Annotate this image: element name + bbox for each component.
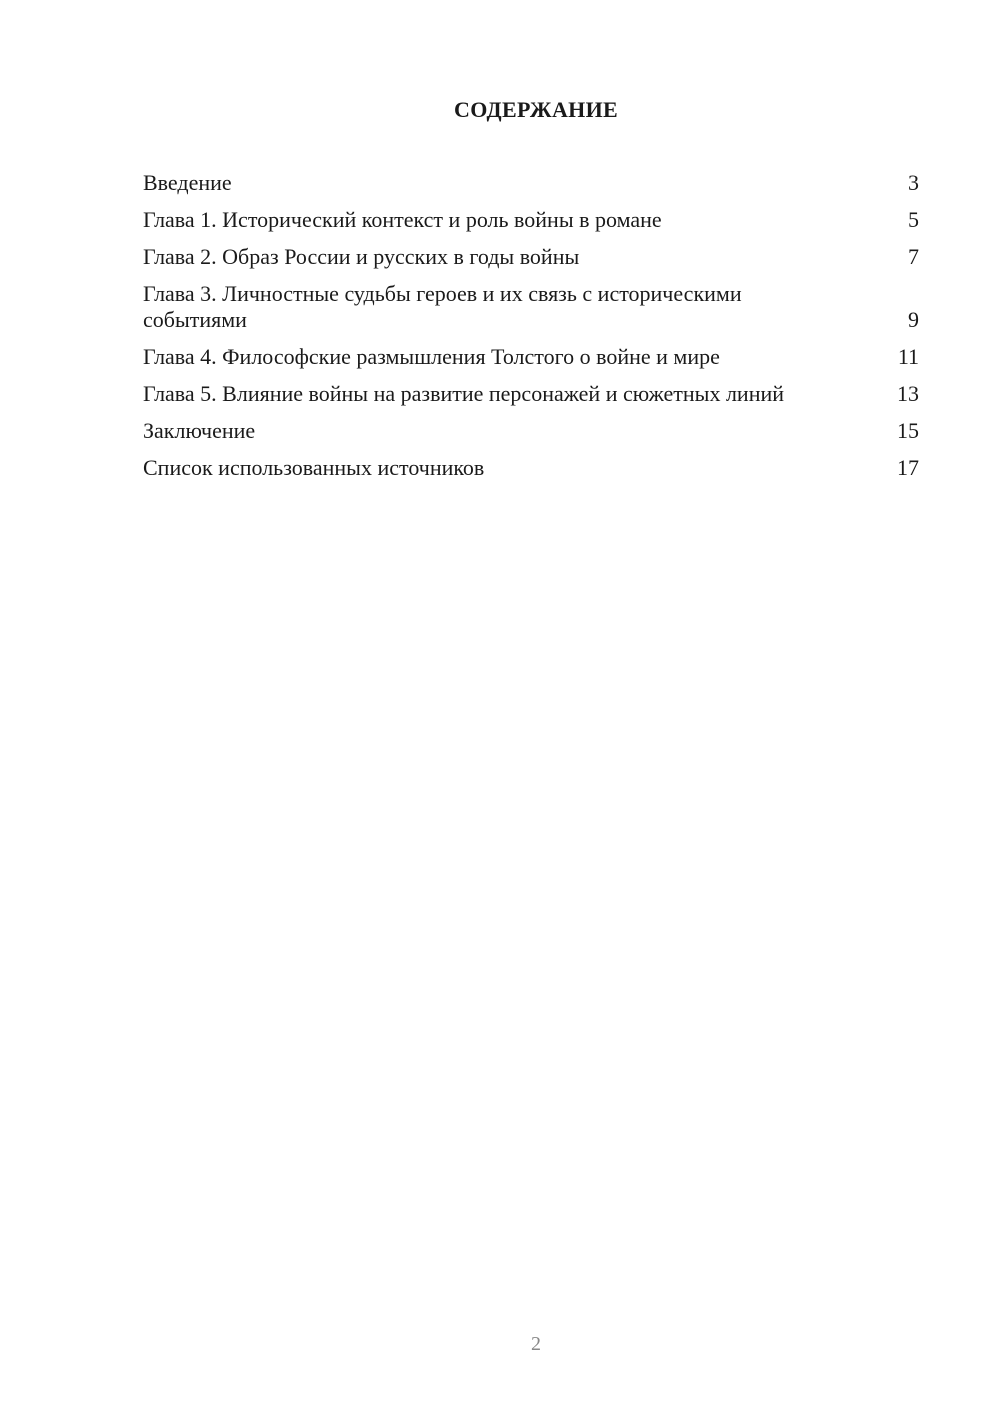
- toc-entry-text: Заключение: [143, 418, 256, 443]
- toc-entry-page: 11: [897, 344, 919, 369]
- toc-entry-page: 3: [908, 170, 919, 195]
- toc-entry-page: 5: [908, 207, 919, 232]
- toc-entry-page: 7: [908, 244, 919, 269]
- toc-entry-text: Глава 1. Исторический контекст и роль войны в романе: [143, 207, 662, 232]
- toc-entry-chapter-2: [143, 244, 919, 270]
- toc-entry-page: 15: [897, 418, 919, 443]
- toc-entry-references: [143, 455, 919, 481]
- toc-entry-text: Глава 4. Философские размышления Толстого о войне и мире: [143, 344, 720, 369]
- toc-entry-introduction: [143, 170, 919, 196]
- toc-entry-page: 9: [908, 307, 919, 332]
- toc-entry-conclusion: [143, 418, 919, 444]
- toc-entry-text: Глава 3. Личностные судьбы героев и их связь с историческими событиями: [143, 281, 742, 332]
- toc-entry-text: Введение: [143, 170, 232, 195]
- toc-entry-text: Список использованных источников: [143, 455, 485, 480]
- toc-entry-page: 13: [897, 381, 919, 406]
- toc-entry-chapter-5: [143, 381, 919, 407]
- toc-entry-text: Глава 2. Образ России и русских в годы войны: [143, 244, 580, 269]
- toc-entry-page: 17: [897, 455, 919, 480]
- toc-entry-chapter-3: [143, 281, 919, 333]
- table-of-contents: [143, 170, 919, 492]
- page-number: 2: [531, 1333, 541, 1355]
- page-title: СОДЕРЖАНИЕ: [454, 97, 618, 122]
- toc-entry-chapter-1: [143, 207, 919, 233]
- toc-entry-chapter-4: [143, 344, 919, 370]
- toc-entry-text: Глава 5. Влияние войны на развитие персонажей и сюжетных линий: [143, 381, 785, 406]
